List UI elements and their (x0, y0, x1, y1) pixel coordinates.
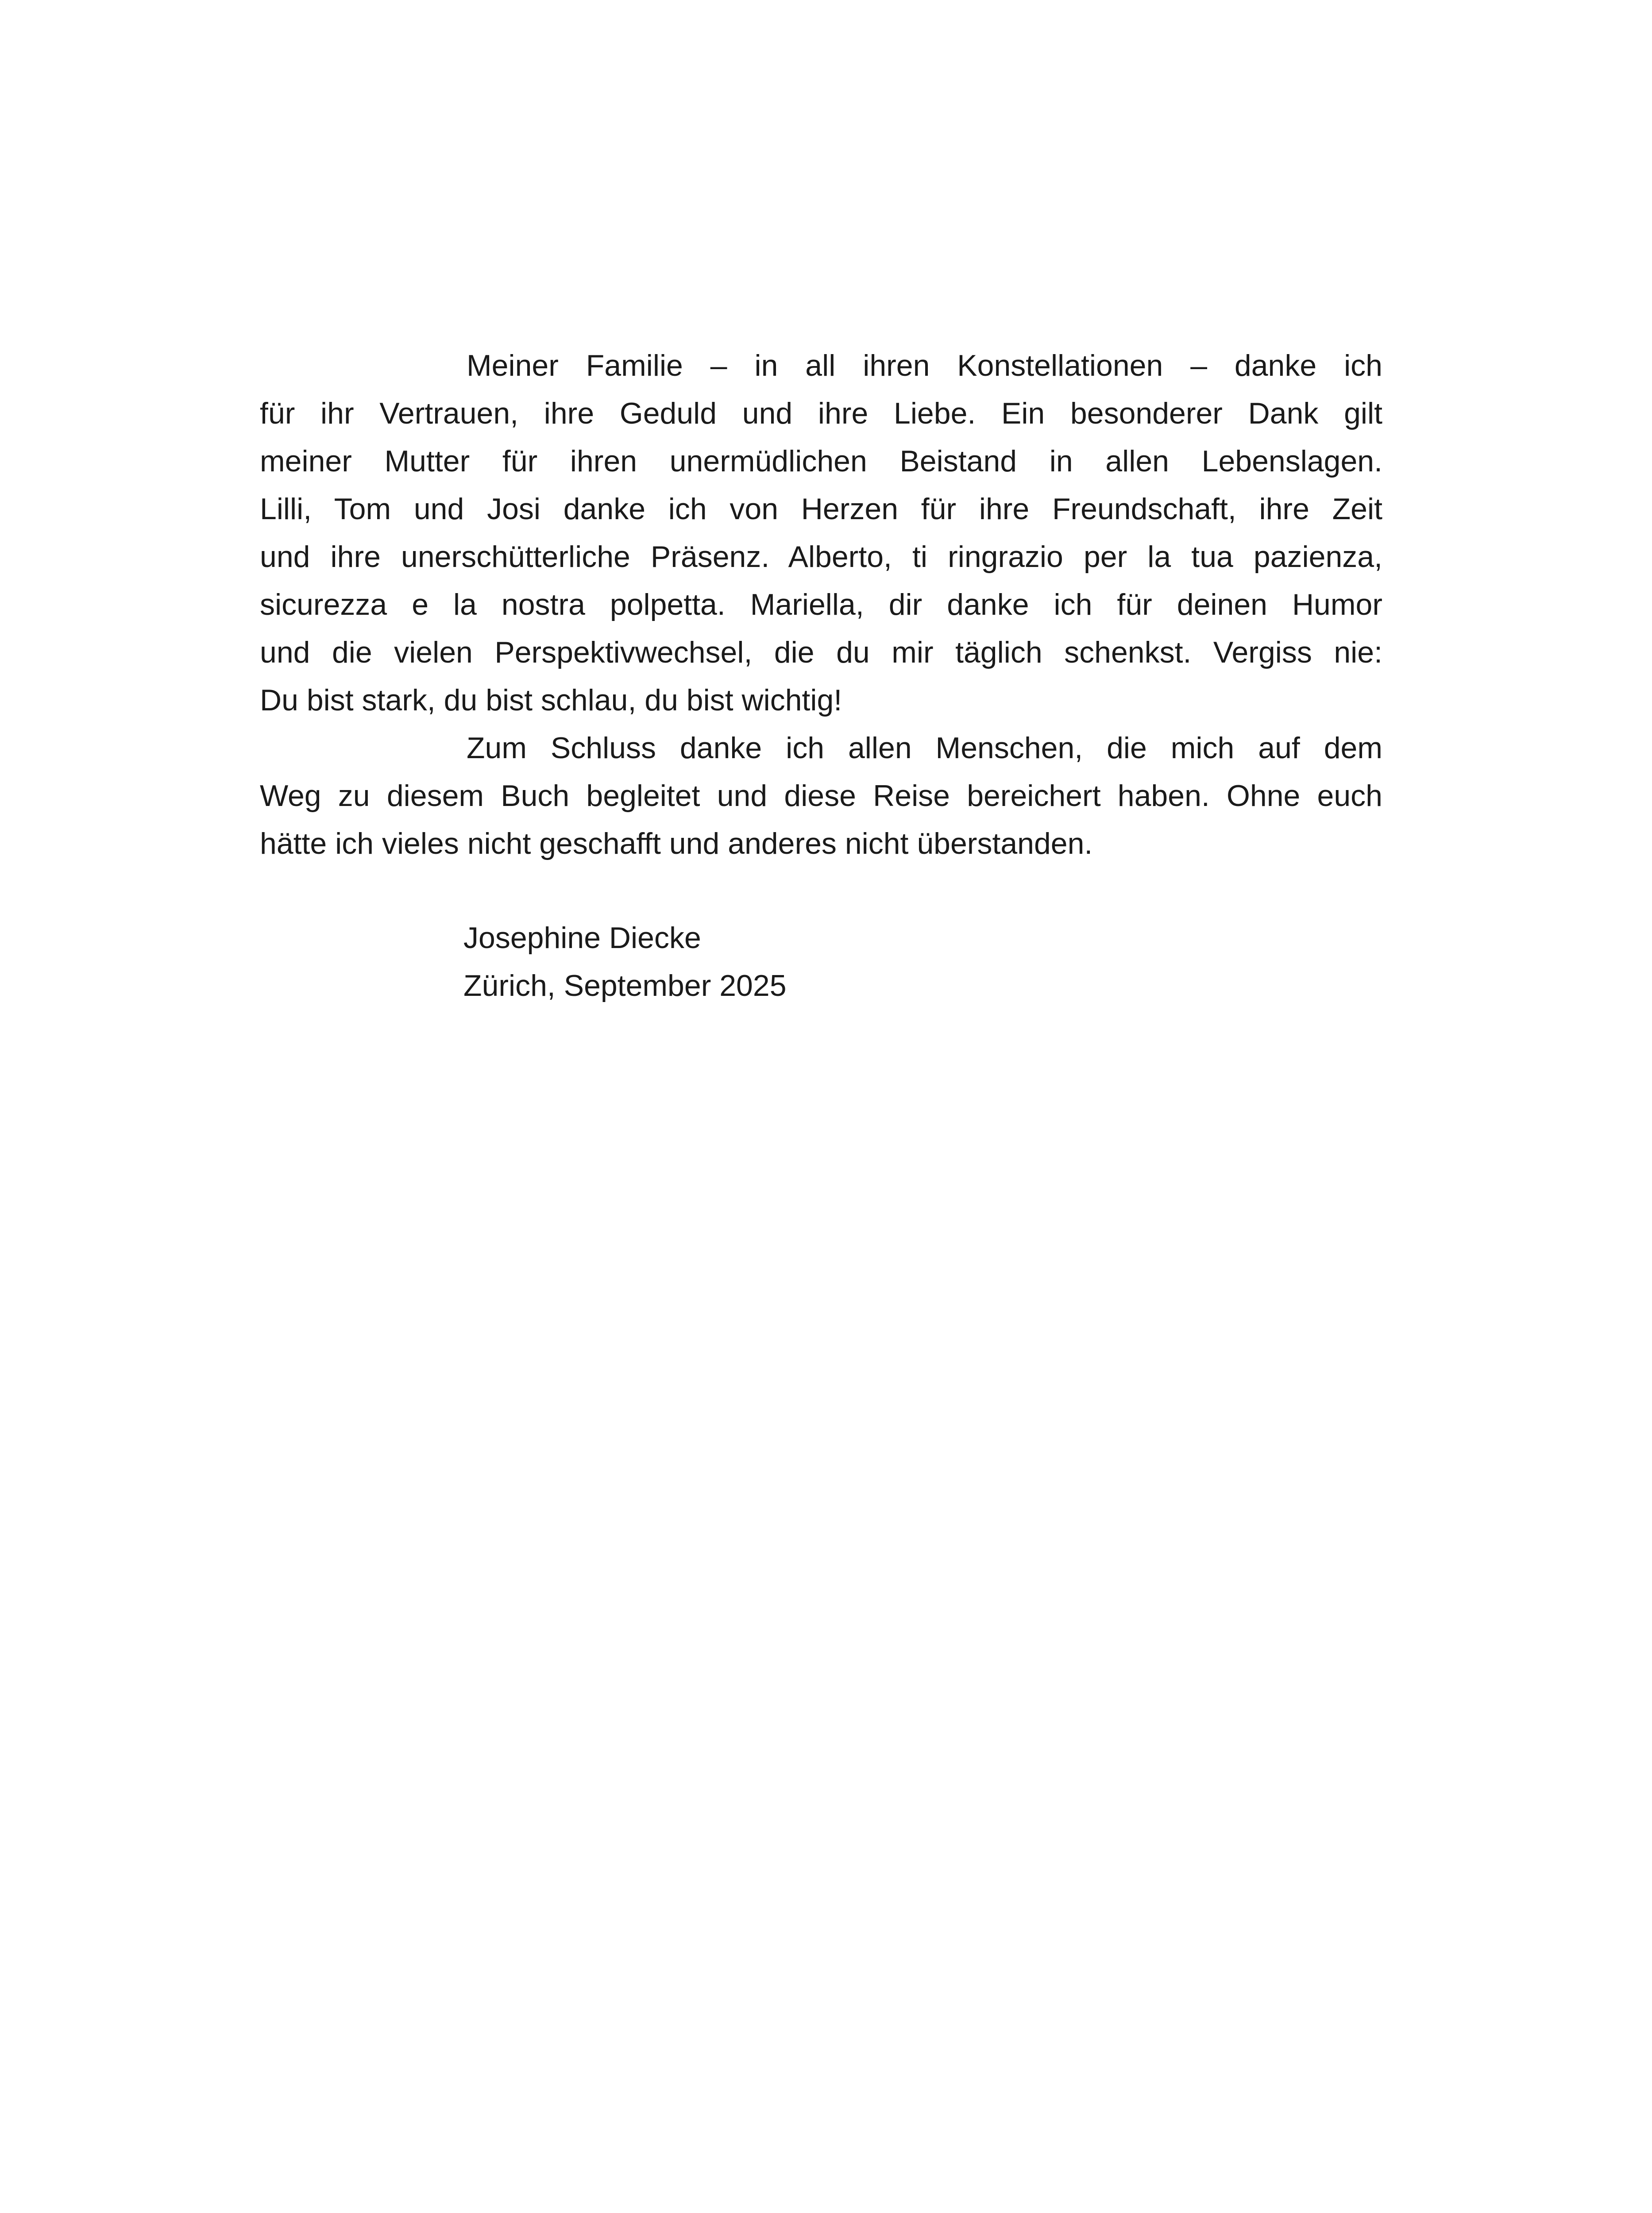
text-line: Meiner Familie – in all ihren Konstellationen – danke ich (467, 349, 1382, 382)
text-line: und ihre unerschütterliche Präsenz. Alberto, ti ringrazio per la tua pazienza, (260, 540, 1382, 574)
text-line: und die vielen Perspektivwechsel, die du mir täglich schenkst. Vergiss nie: (260, 636, 1382, 669)
text-line: sicurezza e la nostra polpetta. Mariella, dir danke ich für deinen Humor (260, 588, 1382, 621)
acknowledgement-text (260, 342, 1382, 867)
text-line: Weg zu diesem Buch begleitet und diese Reise bereichert haben. Ohne euch (260, 779, 1382, 813)
text-line: Du bist stark, du bist schlau, du bist wichtig! (260, 683, 842, 717)
text-line: hätte ich vieles nicht geschafft und anderes nicht überstanden. (260, 827, 1093, 860)
text-line: meiner Mutter für ihren unermüdlichen Beistand in allen Lebenslagen. (260, 444, 1382, 478)
paragraph-family (260, 342, 1382, 724)
place-date: Zürich, September 2025 (463, 969, 787, 1002)
text-line: Lilli, Tom und Josi danke ich von Herzen für ihre Freundschaft, ihre Zeit (260, 492, 1382, 526)
text-line: Zum Schluss danke ich allen Menschen, die mich auf dem (467, 731, 1382, 765)
signature-block (463, 914, 787, 1010)
author-name: Josephine Diecke (463, 921, 701, 955)
paragraph-closing (260, 724, 1382, 867)
text-line: für ihr Vertrauen, ihre Geduld und ihre Liebe. Ein besonderer Dank gilt (260, 397, 1382, 430)
